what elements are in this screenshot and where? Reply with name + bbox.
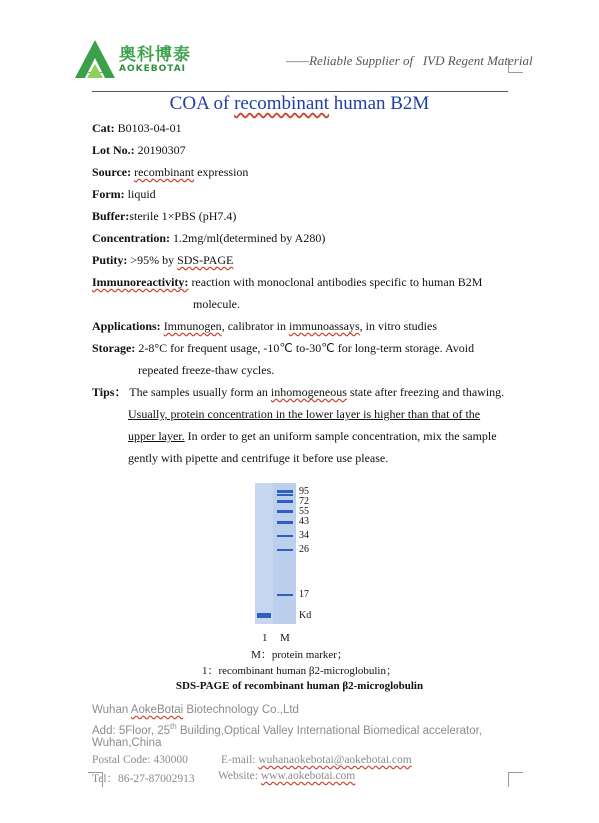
footer-tel: Tel：86-27-87002913: [92, 773, 195, 785]
header-tagline: ——Reliable Supplier of IVD Regent Material: [286, 53, 533, 68]
footer-addr1: Add: 5Floor, 25: [92, 724, 170, 737]
tips-l3u: upper layer.: [128, 429, 185, 443]
tips-line1: [92, 384, 504, 400]
field-cat: [92, 120, 182, 136]
tips-l3b: In order to get an uniform sample concentration, mix the sample: [184, 429, 497, 443]
tips-l1b: state after freezing and thawing.: [346, 385, 505, 399]
field-buffer-label: Buffer:: [92, 209, 130, 223]
tips-line3: [128, 428, 497, 444]
caption-sample: 1：recombinant human β2-microglobulin；: [201, 665, 397, 677]
field-applications: [92, 318, 437, 334]
marker-label-55: 55: [299, 506, 309, 517]
marker-label-34: 34: [299, 530, 309, 541]
figure-caption-title: SDS-PAGE of recombinant human β2-microglobulin: [175, 680, 424, 692]
logo-chinese-name: 奥科博泰: [119, 45, 191, 65]
field-applications-u1: Immunogen: [163, 319, 222, 333]
field-source-value-underlined: recombinant: [134, 165, 195, 179]
tips-l1a: The samples usually form an: [129, 385, 271, 399]
field-purity-method: SDS-PAGE: [177, 253, 234, 267]
footer-company-a: Wuhan: [92, 704, 131, 716]
field-cat-label: Cat:: [92, 121, 115, 135]
sds-page-gel-image: [255, 483, 296, 624]
field-form: [92, 186, 156, 202]
field-source-value: expression: [194, 165, 249, 179]
field-applications-t1: , calibrator in: [221, 319, 289, 333]
field-lot: [92, 142, 186, 158]
marker-label-17: 17: [299, 589, 309, 600]
footer-company-u: AokeBotai: [130, 704, 184, 716]
corner-mark-bottom-right: [508, 772, 523, 787]
footer-email: [221, 754, 412, 766]
tips-label: Tips：: [92, 385, 127, 399]
footer-company-b: Biotechnology Co.,Ltd: [183, 704, 299, 716]
marker-unit-label: Kd: [299, 610, 312, 621]
title-underlined-word: recombinant: [234, 93, 330, 114]
marker-label-26: 26: [299, 544, 309, 555]
field-concentration-label: Concentration:: [92, 231, 170, 245]
marker-label-72: 72: [299, 496, 309, 507]
field-purity-value: >95% by: [127, 253, 178, 267]
footer-addr-sup: th: [170, 722, 177, 731]
lane-label-1: 1: [262, 632, 268, 644]
footer-email-link[interactable]: wuhanaokebotai@aokebotai.com: [258, 754, 412, 766]
field-lot-label: Lot No.:: [92, 143, 135, 157]
footer-address-line2: Wuhan,China: [92, 737, 162, 749]
field-storage-line2: repeated freeze-thaw cycles.: [138, 363, 275, 377]
field-cat-value: B0103-04-01: [114, 121, 182, 135]
title-prefix: COA of: [169, 93, 235, 114]
title-suffix: human B2M: [329, 93, 430, 114]
field-lot-value: 20190307: [134, 143, 186, 157]
logo-english-name: AOKEBOTAI: [119, 64, 187, 74]
field-applications-u2: immunoassays: [289, 319, 360, 333]
field-applications-t2: , in vitro studies: [359, 319, 438, 333]
field-concentration: [92, 230, 325, 246]
field-source: [92, 164, 248, 180]
document-title: [0, 93, 599, 115]
footer-website: [218, 770, 355, 782]
field-immunoreactivity-line1: reaction with monoclonal antibodies specific to human B2M: [188, 275, 483, 289]
field-immunoreactivity-line2: molecule.: [193, 297, 240, 311]
field-purity: [92, 252, 233, 268]
footer-addr2: Building,Optical Valley International Biomedical accelerator,: [176, 724, 483, 737]
field-immunoreactivity: [92, 274, 482, 290]
header-divider: [92, 91, 508, 92]
field-immunoreactivity-label: Immunoreactivity:: [92, 275, 189, 289]
footer-website-label: Website:: [218, 770, 261, 782]
field-concentration-value: 1.2mg/ml(determined by A280): [170, 231, 326, 245]
lane-label-m: M: [280, 632, 290, 644]
tips-line4: gently with pipette and centrifuge it before use please.: [128, 451, 389, 465]
field-form-value: liquid: [124, 187, 156, 201]
field-storage-label: Storage:: [92, 341, 136, 355]
field-source-label: Source:: [92, 165, 132, 179]
footer-company: [92, 704, 299, 716]
footer-postal-code: Postal Code: 430000: [92, 754, 188, 766]
field-buffer: [92, 208, 236, 224]
field-storage: [92, 340, 474, 356]
caption-marker: M：protein marker；: [251, 649, 348, 661]
sample-lane-band: [257, 613, 271, 618]
footer-email-label: E-mail:: [221, 754, 259, 766]
field-purity-label: Putity:: [92, 253, 128, 267]
marker-label-43: 43: [299, 516, 309, 527]
footer-website-link[interactable]: www.aokebotai.com: [260, 770, 356, 782]
field-applications-label: Applications:: [92, 319, 161, 333]
field-storage-line1: 2-8°C for frequent usage, -10℃ to-30℃ for long-term storage. Avoid: [135, 341, 475, 355]
marker-label-95: 95: [299, 486, 309, 497]
footer-address-line1: [92, 722, 482, 737]
tips-line2: Usually, protein concentration in the lower layer is higher than that of the: [128, 407, 481, 421]
tips-l1u: inhomogeneous: [270, 385, 347, 399]
field-buffer-value: sterile 1×PBS (pH7.4): [129, 209, 237, 223]
field-form-label: Form:: [92, 187, 125, 201]
